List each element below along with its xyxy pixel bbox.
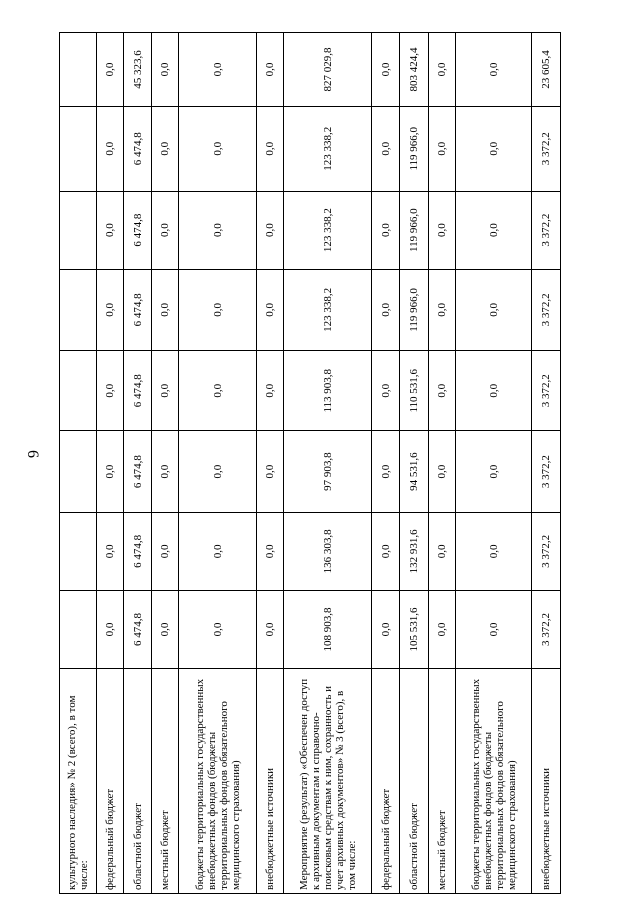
value-cell: 0,0 [429, 512, 456, 590]
value-cell: 0,0 [179, 106, 257, 191]
value-cell: 136 303,8 [284, 512, 372, 590]
value-cell: 110 531,6 [400, 351, 429, 431]
value-cell: 0,0 [257, 106, 284, 191]
table-row [284, 33, 372, 894]
value-cell: 0,0 [97, 191, 124, 269]
value-cell: 119 966,0 [400, 191, 429, 269]
value-cell: 0,0 [257, 191, 284, 269]
value-cell: 119 966,0 [400, 106, 429, 191]
value-cell: 0,0 [456, 512, 532, 590]
value-cell: 0,0 [97, 269, 124, 350]
value-cell: 0,0 [152, 106, 179, 191]
table-row [400, 33, 429, 894]
value-cell: 0,0 [456, 590, 532, 668]
table-row [429, 33, 456, 894]
value-cell: 0,0 [429, 106, 456, 191]
value-cell: 94 531,6 [400, 431, 429, 512]
table-body [60, 33, 561, 894]
row-label: бюджеты территориальных государственных внебюджетных фондов (бюджеты территориальных фондов обязательного медицинского страхования) [179, 669, 257, 894]
value-cell: 0,0 [179, 191, 257, 269]
table-row [257, 33, 284, 894]
row-label: Мероприятие (результат) «Обеспечен доступ к архивным документам и справочно-поисковым средствам к ним, сохранность и учет архивных документов» № 3 (всего), в том числе: [284, 669, 372, 894]
value-cell: 0,0 [429, 191, 456, 269]
value-cell: 0,0 [456, 351, 532, 431]
value-cell: 0,0 [257, 33, 284, 107]
value-cell: 0,0 [152, 191, 179, 269]
value-cell: 0,0 [179, 269, 257, 350]
value-cell: 113 903,8 [284, 351, 372, 431]
value-cell: 123 338,2 [284, 106, 372, 191]
value-cell: 0,0 [97, 106, 124, 191]
value-cell: 0,0 [257, 431, 284, 512]
value-cell [60, 351, 97, 431]
value-cell: 97 903,8 [284, 431, 372, 512]
value-cell: 3 372,2 [532, 590, 561, 668]
value-cell [60, 590, 97, 668]
table-row [532, 33, 561, 894]
table-row [152, 33, 179, 894]
value-cell: 0,0 [456, 269, 532, 350]
rotated-page-content [59, 32, 552, 894]
table-row [124, 33, 152, 894]
value-cell: 0,0 [429, 431, 456, 512]
value-cell [60, 512, 97, 590]
page-number: 6 [24, 450, 41, 458]
value-cell: 0,0 [456, 191, 532, 269]
table-row [179, 33, 257, 894]
value-cell: 0,0 [152, 351, 179, 431]
row-label: федеральный бюджет [97, 669, 124, 894]
value-cell: 0,0 [152, 590, 179, 668]
value-cell: 0,0 [97, 431, 124, 512]
value-cell: 0,0 [97, 33, 124, 107]
value-cell: 0,0 [97, 351, 124, 431]
row-label: местный бюджет [152, 669, 179, 894]
value-cell: 0,0 [179, 590, 257, 668]
value-cell [60, 431, 97, 512]
row-label: культурного наследия» № 2 (всего), в том числе: [60, 669, 97, 894]
value-cell: 0,0 [372, 351, 400, 431]
value-cell: 0,0 [179, 351, 257, 431]
value-cell: 0,0 [429, 33, 456, 107]
value-cell: 0,0 [257, 351, 284, 431]
value-cell: 6 474,8 [124, 106, 152, 191]
value-cell: 0,0 [372, 33, 400, 107]
budget-table [59, 32, 561, 894]
value-cell: 6 474,8 [124, 512, 152, 590]
row-label: внебюджетные источники [257, 669, 284, 894]
value-cell: 6 474,8 [124, 269, 152, 350]
value-cell [60, 33, 97, 107]
value-cell [60, 269, 97, 350]
value-cell: 132 931,6 [400, 512, 429, 590]
table-row [456, 33, 532, 894]
table-row [372, 33, 400, 894]
value-cell: 0,0 [372, 431, 400, 512]
value-cell: 0,0 [152, 269, 179, 350]
value-cell: 0,0 [179, 512, 257, 590]
value-cell: 0,0 [152, 33, 179, 107]
value-cell: 6 474,8 [124, 590, 152, 668]
value-cell: 6 474,8 [124, 351, 152, 431]
row-label: федеральный бюджет [372, 669, 400, 894]
value-cell: 0,0 [257, 512, 284, 590]
value-cell: 0,0 [456, 431, 532, 512]
row-label: областной бюджет [400, 669, 429, 894]
table-row [60, 33, 97, 894]
value-cell: 803 424,4 [400, 33, 429, 107]
value-cell: 0,0 [257, 590, 284, 668]
row-label: внебюджетные источники [532, 669, 561, 894]
value-cell [60, 106, 97, 191]
row-label: бюджеты территориальных государственных внебюджетных фондов (бюджеты территориальных фондов обязательного медицинского страхования) [456, 669, 532, 894]
value-cell: 105 531,6 [400, 590, 429, 668]
value-cell: 0,0 [456, 33, 532, 107]
value-cell: 123 338,2 [284, 191, 372, 269]
value-cell: 3 372,2 [532, 191, 561, 269]
value-cell: 0,0 [97, 512, 124, 590]
value-cell: 0,0 [372, 191, 400, 269]
value-cell: 108 903,8 [284, 590, 372, 668]
value-cell: 0,0 [372, 590, 400, 668]
value-cell: 6 474,8 [124, 191, 152, 269]
value-cell: 0,0 [372, 512, 400, 590]
value-cell: 0,0 [179, 431, 257, 512]
value-cell: 123 338,2 [284, 269, 372, 350]
table-row [97, 33, 124, 894]
value-cell: 0,0 [456, 106, 532, 191]
value-cell: 6 474,8 [124, 431, 152, 512]
value-cell: 827 029,8 [284, 33, 372, 107]
value-cell: 0,0 [257, 269, 284, 350]
value-cell: 3 372,2 [532, 351, 561, 431]
value-cell [60, 191, 97, 269]
value-cell: 0,0 [372, 269, 400, 350]
value-cell: 0,0 [372, 106, 400, 191]
value-cell: 3 372,2 [532, 431, 561, 512]
value-cell: 0,0 [97, 590, 124, 668]
value-cell: 0,0 [152, 431, 179, 512]
value-cell: 0,0 [152, 512, 179, 590]
value-cell: 3 372,2 [532, 512, 561, 590]
value-cell: 3 372,2 [532, 106, 561, 191]
value-cell: 119 966,0 [400, 269, 429, 350]
row-label: областной бюджет [124, 669, 152, 894]
value-cell: 0,0 [429, 590, 456, 668]
value-cell: 23 605,4 [532, 33, 561, 107]
value-cell: 0,0 [179, 33, 257, 107]
value-cell: 0,0 [429, 351, 456, 431]
value-cell: 0,0 [429, 269, 456, 350]
value-cell: 45 323,6 [124, 33, 152, 107]
row-label: местный бюджет [429, 669, 456, 894]
value-cell: 3 372,2 [532, 269, 561, 350]
